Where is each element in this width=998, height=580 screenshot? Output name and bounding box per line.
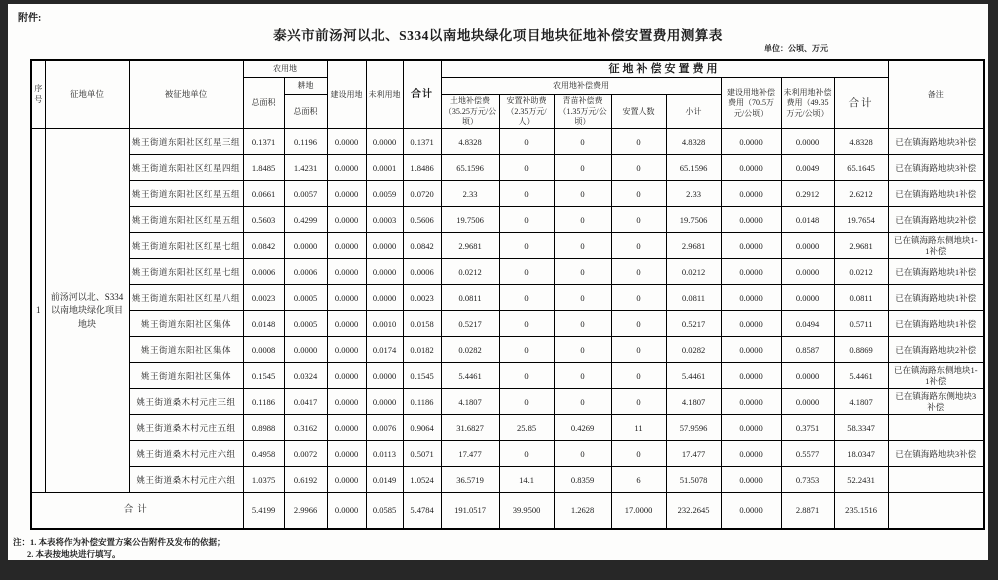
value-cell: 0.8587 bbox=[781, 337, 834, 363]
header-seq: 序号 bbox=[31, 60, 45, 129]
header-farmland-total-area: 总面积 bbox=[243, 78, 284, 129]
value-cell: 58.3347 bbox=[834, 415, 888, 441]
value-cell: 2.33 bbox=[441, 181, 499, 207]
value-cell: 0.0006 bbox=[403, 259, 441, 285]
header-seedling-comp: 青苗补偿费（1.35万元/公顷） bbox=[554, 95, 611, 129]
value-cell: 0 bbox=[554, 233, 611, 259]
value-cell: 2.9681 bbox=[441, 233, 499, 259]
value-cell: 0.0006 bbox=[284, 259, 327, 285]
value-cell: 0 bbox=[611, 233, 666, 259]
total-value-cell: 5.4784 bbox=[403, 493, 441, 529]
value-cell: 0.0000 bbox=[327, 259, 366, 285]
table-row bbox=[31, 311, 984, 337]
value-cell: 0.0182 bbox=[403, 337, 441, 363]
value-cell: 5.4461 bbox=[834, 363, 888, 389]
remark-cell: 已在镇海路地块1补偿 bbox=[888, 285, 984, 311]
value-cell: 4.8328 bbox=[834, 129, 888, 155]
value-cell: 0.0282 bbox=[666, 337, 721, 363]
header-unused-comp: 未利用地补偿费用（49.35万元/公顷） bbox=[781, 78, 834, 129]
table-row bbox=[31, 415, 984, 441]
value-cell: 0 bbox=[554, 285, 611, 311]
value-cell: 57.9596 bbox=[666, 415, 721, 441]
value-cell: 2.9681 bbox=[666, 233, 721, 259]
value-cell: 0.5217 bbox=[666, 311, 721, 337]
remark-cell bbox=[888, 467, 984, 493]
total-value-cell: 0.0000 bbox=[721, 493, 781, 529]
value-cell: 1.0524 bbox=[403, 467, 441, 493]
value-cell: 0 bbox=[611, 285, 666, 311]
total-row bbox=[31, 493, 984, 529]
value-cell: 0.5711 bbox=[834, 311, 888, 337]
value-cell: 4.8328 bbox=[666, 129, 721, 155]
acquired-unit-cell: 姚王街道东阳社区集体 bbox=[129, 337, 243, 363]
value-cell: 0.3751 bbox=[781, 415, 834, 441]
value-cell: 0.0001 bbox=[366, 155, 403, 181]
acquired-unit-cell: 姚王街道桑木村元庄六组 bbox=[129, 441, 243, 467]
value-cell: 19.7654 bbox=[834, 207, 888, 233]
total-value-cell: 2.9966 bbox=[284, 493, 327, 529]
value-cell: 0 bbox=[499, 363, 554, 389]
value-cell: 0 bbox=[499, 259, 554, 285]
table-row bbox=[31, 207, 984, 233]
value-cell: 0.7353 bbox=[781, 467, 834, 493]
value-cell: 0.4269 bbox=[554, 415, 611, 441]
value-cell: 0 bbox=[499, 207, 554, 233]
value-cell: 0 bbox=[499, 389, 554, 415]
value-cell: 0 bbox=[611, 129, 666, 155]
header-comp-total: 合计 bbox=[834, 78, 888, 129]
acquired-unit-cell: 姚王街道东阳社区红星五组 bbox=[129, 181, 243, 207]
header-resettle-subsidy: 安置补助费（2.35万元/人） bbox=[499, 95, 554, 129]
value-cell: 0.0072 bbox=[284, 441, 327, 467]
table-row bbox=[31, 181, 984, 207]
header-resettle-people: 安置人数 bbox=[611, 95, 666, 129]
value-cell: 0 bbox=[499, 337, 554, 363]
value-cell: 0.0005 bbox=[284, 285, 327, 311]
value-cell: 0.0000 bbox=[721, 155, 781, 181]
acquired-unit-cell: 姚王街道东阳社区集体 bbox=[129, 363, 243, 389]
value-cell: 25.85 bbox=[499, 415, 554, 441]
value-cell: 6 bbox=[611, 467, 666, 493]
acquired-unit-cell: 姚王街道东阳社区集体 bbox=[129, 311, 243, 337]
table-row bbox=[31, 129, 984, 155]
value-cell: 0 bbox=[499, 441, 554, 467]
value-cell: 0.5217 bbox=[441, 311, 499, 337]
value-cell: 0.0000 bbox=[781, 129, 834, 155]
value-cell: 0 bbox=[611, 363, 666, 389]
total-value-cell: 0.0585 bbox=[366, 493, 403, 529]
value-cell: 0.0212 bbox=[441, 259, 499, 285]
value-cell: 0.0023 bbox=[243, 285, 284, 311]
value-cell: 0.8869 bbox=[834, 337, 888, 363]
value-cell: 0 bbox=[611, 259, 666, 285]
value-cell: 0 bbox=[554, 129, 611, 155]
value-cell: 0.0000 bbox=[721, 363, 781, 389]
value-cell: 0.0811 bbox=[666, 285, 721, 311]
table-row bbox=[31, 233, 984, 259]
total-label: 合计 bbox=[31, 493, 243, 529]
remark-cell: 已在镇海路地块3补偿 bbox=[888, 441, 984, 467]
value-cell: 0.9064 bbox=[403, 415, 441, 441]
value-cell: 1.8486 bbox=[403, 155, 441, 181]
value-cell: 0 bbox=[611, 389, 666, 415]
total-value-cell: 5.4199 bbox=[243, 493, 284, 529]
value-cell: 0.0000 bbox=[721, 233, 781, 259]
unit-note: 单位：公顷、万元 bbox=[764, 44, 828, 53]
remark-cell: 已在镇海路地块3补偿 bbox=[888, 129, 984, 155]
value-cell: 0.0000 bbox=[327, 337, 366, 363]
value-cell: 0.8988 bbox=[243, 415, 284, 441]
value-cell: 0.0006 bbox=[243, 259, 284, 285]
value-cell: 0.0000 bbox=[284, 337, 327, 363]
value-cell: 0.8359 bbox=[554, 467, 611, 493]
value-cell: 2.6212 bbox=[834, 181, 888, 207]
value-cell: 0.0000 bbox=[366, 233, 403, 259]
total-value-cell: 0.0000 bbox=[327, 493, 366, 529]
value-cell: 0.0005 bbox=[284, 311, 327, 337]
value-cell: 65.1596 bbox=[666, 155, 721, 181]
value-cell: 1.4231 bbox=[284, 155, 327, 181]
value-cell: 0.0059 bbox=[366, 181, 403, 207]
value-cell: 0.0000 bbox=[721, 441, 781, 467]
value-cell: 0.0000 bbox=[327, 155, 366, 181]
value-cell: 0.0811 bbox=[441, 285, 499, 311]
acquired-unit-cell: 姚王街道桑木村元庄五组 bbox=[129, 415, 243, 441]
page-title: 泰兴市前汤河以北、S334以南地块绿化项目地块征地补偿安置费用测算表 bbox=[273, 28, 723, 43]
value-cell: 19.7506 bbox=[666, 207, 721, 233]
value-cell: 17.477 bbox=[666, 441, 721, 467]
remark-cell: 已在镇海路地块2补偿 bbox=[888, 337, 984, 363]
header-cultivated-total-area: 总面积 bbox=[284, 95, 327, 129]
value-cell: 0 bbox=[611, 207, 666, 233]
total-value-cell: 191.0517 bbox=[441, 493, 499, 529]
acquired-unit-cell: 姚王街道东阳社区红星七组 bbox=[129, 259, 243, 285]
header-construction-comp: 建设用地补偿费用（70.5万元/公顷） bbox=[721, 78, 781, 129]
note-line-2: 2. 本表按地块进行填写。 bbox=[27, 549, 121, 559]
value-cell: 0 bbox=[611, 311, 666, 337]
value-cell: 0.4299 bbox=[284, 207, 327, 233]
value-cell: 0.0842 bbox=[243, 233, 284, 259]
value-cell: 0.0000 bbox=[366, 389, 403, 415]
value-cell: 0.0324 bbox=[284, 363, 327, 389]
header-row-1 bbox=[31, 60, 984, 78]
acquired-unit-cell: 姚王街道桑木村元庄三组 bbox=[129, 389, 243, 415]
value-cell: 36.5719 bbox=[441, 467, 499, 493]
compensation-table bbox=[30, 59, 985, 530]
value-cell: 0.0000 bbox=[366, 285, 403, 311]
remark-cell: 已在镇海路地块2补偿 bbox=[888, 207, 984, 233]
value-cell: 0 bbox=[554, 207, 611, 233]
total-value-cell: 232.2645 bbox=[666, 493, 721, 529]
value-cell: 0.0149 bbox=[366, 467, 403, 493]
value-cell: 0.0000 bbox=[366, 259, 403, 285]
attachment-label: 附件: bbox=[18, 13, 42, 24]
value-cell: 5.4461 bbox=[441, 363, 499, 389]
value-cell: 0.0000 bbox=[721, 311, 781, 337]
value-cell: 0.0000 bbox=[721, 389, 781, 415]
header-farmland: 农用地 bbox=[243, 60, 327, 78]
table-row bbox=[31, 155, 984, 181]
value-cell: 0.0000 bbox=[327, 181, 366, 207]
table-row bbox=[31, 285, 984, 311]
value-cell: 1.0375 bbox=[243, 467, 284, 493]
value-cell: 0.0008 bbox=[243, 337, 284, 363]
value-cell: 0 bbox=[499, 155, 554, 181]
value-cell: 4.8328 bbox=[441, 129, 499, 155]
value-cell: 65.1645 bbox=[834, 155, 888, 181]
remark-cell: 已在镇海路东侧地块1-1补偿 bbox=[888, 233, 984, 259]
value-cell: 0.0000 bbox=[781, 233, 834, 259]
value-cell: 0.0049 bbox=[781, 155, 834, 181]
value-cell: 0.0000 bbox=[781, 363, 834, 389]
header-area-total: 合计 bbox=[403, 60, 441, 129]
value-cell: 4.1807 bbox=[441, 389, 499, 415]
note-line-1: 注：1. 本表将作为补偿安置方案公告附件及发布的依据； bbox=[13, 537, 226, 547]
value-cell: 0.4958 bbox=[243, 441, 284, 467]
value-cell: 0.0720 bbox=[403, 181, 441, 207]
value-cell: 0.0000 bbox=[327, 129, 366, 155]
value-cell: 0.0000 bbox=[721, 259, 781, 285]
value-cell: 0.0842 bbox=[403, 233, 441, 259]
value-cell: 0.0000 bbox=[366, 363, 403, 389]
value-cell: 0 bbox=[499, 181, 554, 207]
value-cell: 0 bbox=[499, 233, 554, 259]
value-cell: 0.0003 bbox=[366, 207, 403, 233]
table-row bbox=[31, 441, 984, 467]
value-cell: 5.4461 bbox=[666, 363, 721, 389]
document-page bbox=[8, 4, 988, 560]
header-acquired-unit: 被征地单位 bbox=[129, 60, 243, 129]
remark-cell bbox=[888, 493, 984, 529]
total-value-cell: 39.9500 bbox=[499, 493, 554, 529]
table-row bbox=[31, 467, 984, 493]
value-cell: 0.5606 bbox=[403, 207, 441, 233]
acquired-unit-cell: 姚王街道东阳社区红星八组 bbox=[129, 285, 243, 311]
value-cell: 51.5078 bbox=[666, 467, 721, 493]
value-cell: 0.1371 bbox=[403, 129, 441, 155]
total-value-cell: 2.8871 bbox=[781, 493, 834, 529]
remark-cell: 已在镇海路东侧地块1-1补偿 bbox=[888, 363, 984, 389]
value-cell: 0.0000 bbox=[327, 389, 366, 415]
value-cell: 0.0000 bbox=[721, 337, 781, 363]
value-cell: 0.0010 bbox=[366, 311, 403, 337]
header-acquiring-unit: 征地单位 bbox=[45, 60, 129, 129]
value-cell: 4.1807 bbox=[834, 389, 888, 415]
remark-cell: 已在镇海路东侧地块3补偿 bbox=[888, 389, 984, 415]
value-cell: 4.1807 bbox=[666, 389, 721, 415]
value-cell: 0.0023 bbox=[403, 285, 441, 311]
remark-cell: 已在镇海路地块3补偿 bbox=[888, 155, 984, 181]
value-cell: 0.0148 bbox=[781, 207, 834, 233]
header-construction-land: 建设用地 bbox=[327, 60, 366, 129]
value-cell: 52.2431 bbox=[834, 467, 888, 493]
value-cell: 0.0000 bbox=[366, 129, 403, 155]
value-cell: 0.2912 bbox=[781, 181, 834, 207]
remark-cell bbox=[888, 415, 984, 441]
value-cell: 0 bbox=[499, 285, 554, 311]
value-cell: 0 bbox=[499, 311, 554, 337]
header-land-comp: 土地补偿费（35.25万元/公顷） bbox=[441, 95, 499, 129]
table-row bbox=[31, 337, 984, 363]
value-cell: 0.0000 bbox=[721, 285, 781, 311]
value-cell: 0.5577 bbox=[781, 441, 834, 467]
value-cell: 0 bbox=[554, 259, 611, 285]
value-cell: 0.0113 bbox=[366, 441, 403, 467]
value-cell: 0 bbox=[611, 337, 666, 363]
value-cell: 11 bbox=[611, 415, 666, 441]
value-cell: 0 bbox=[554, 155, 611, 181]
seq-value: 1 bbox=[31, 129, 45, 493]
header-farmland-comp: 农用地补偿费用 bbox=[441, 78, 721, 95]
value-cell: 0.0811 bbox=[834, 285, 888, 311]
value-cell: 0.1545 bbox=[403, 363, 441, 389]
value-cell: 14.1 bbox=[499, 467, 554, 493]
value-cell: 0.0000 bbox=[721, 467, 781, 493]
value-cell: 19.7506 bbox=[441, 207, 499, 233]
value-cell: 0 bbox=[554, 363, 611, 389]
value-cell: 0.0000 bbox=[721, 129, 781, 155]
value-cell: 1.8485 bbox=[243, 155, 284, 181]
table-row bbox=[31, 363, 984, 389]
value-cell: 18.0347 bbox=[834, 441, 888, 467]
value-cell: 0.0000 bbox=[327, 441, 366, 467]
value-cell: 0.1545 bbox=[243, 363, 284, 389]
value-cell: 0 bbox=[554, 181, 611, 207]
value-cell: 0.0000 bbox=[327, 285, 366, 311]
value-cell: 0 bbox=[611, 155, 666, 181]
table-row bbox=[31, 389, 984, 415]
value-cell: 0 bbox=[611, 441, 666, 467]
value-cell: 0.0000 bbox=[327, 363, 366, 389]
value-cell: 31.6827 bbox=[441, 415, 499, 441]
value-cell: 0.0174 bbox=[366, 337, 403, 363]
value-cell: 0.0000 bbox=[781, 285, 834, 311]
value-cell: 2.9681 bbox=[834, 233, 888, 259]
value-cell: 0.3162 bbox=[284, 415, 327, 441]
header-subtotal: 小计 bbox=[666, 95, 721, 129]
value-cell: 65.1596 bbox=[441, 155, 499, 181]
value-cell: 0.6192 bbox=[284, 467, 327, 493]
acquired-unit-cell: 姚王街道东阳社区红星四组 bbox=[129, 155, 243, 181]
acquiring-unit-value: 前汤河以北、S334以南地块绿化项目地块 bbox=[45, 129, 129, 493]
acquired-unit-cell: 姚王街道东阳社区红星五组 bbox=[129, 207, 243, 233]
value-cell: 0.5603 bbox=[243, 207, 284, 233]
value-cell: 0.0158 bbox=[403, 311, 441, 337]
value-cell: 0.0000 bbox=[721, 181, 781, 207]
acquired-unit-cell: 姚王街道东阳社区红星七组 bbox=[129, 233, 243, 259]
value-cell: 17.477 bbox=[441, 441, 499, 467]
value-cell: 0.0000 bbox=[327, 311, 366, 337]
acquired-unit-cell: 姚王街道桑木村元庄六组 bbox=[129, 467, 243, 493]
value-cell: 0.0494 bbox=[781, 311, 834, 337]
value-cell: 0.1196 bbox=[284, 129, 327, 155]
header-remark: 备注 bbox=[888, 60, 984, 129]
header-compensation-banner: 征地补偿安置费用 bbox=[441, 60, 888, 78]
value-cell: 0 bbox=[499, 129, 554, 155]
value-cell: 0.1186 bbox=[403, 389, 441, 415]
value-cell: 0.0000 bbox=[721, 415, 781, 441]
value-cell: 0.0000 bbox=[327, 467, 366, 493]
header-cultivated: 耕地 bbox=[284, 78, 327, 95]
value-cell: 0.0000 bbox=[327, 233, 366, 259]
value-cell: 0 bbox=[554, 441, 611, 467]
value-cell: 0.0661 bbox=[243, 181, 284, 207]
acquired-unit-cell: 姚王街道东阳社区红星三组 bbox=[129, 129, 243, 155]
total-value-cell: 1.2628 bbox=[554, 493, 611, 529]
value-cell: 0.0212 bbox=[834, 259, 888, 285]
value-cell: 0.0000 bbox=[781, 389, 834, 415]
value-cell: 0.1371 bbox=[243, 129, 284, 155]
remark-cell: 已在镇海路地块1补偿 bbox=[888, 311, 984, 337]
value-cell: 0 bbox=[611, 181, 666, 207]
value-cell: 2.33 bbox=[666, 181, 721, 207]
value-cell: 0.0076 bbox=[366, 415, 403, 441]
remark-cell: 已在镇海路地块1补偿 bbox=[888, 181, 984, 207]
value-cell: 0.0000 bbox=[327, 415, 366, 441]
total-value-cell: 235.1516 bbox=[834, 493, 888, 529]
value-cell: 0.1186 bbox=[243, 389, 284, 415]
footnotes bbox=[13, 536, 226, 560]
value-cell: 0.5071 bbox=[403, 441, 441, 467]
value-cell: 0.0282 bbox=[441, 337, 499, 363]
table-body bbox=[31, 129, 984, 529]
total-value-cell: 17.0000 bbox=[611, 493, 666, 529]
value-cell: 0.0000 bbox=[327, 207, 366, 233]
value-cell: 0.0000 bbox=[284, 233, 327, 259]
value-cell: 0.0000 bbox=[781, 259, 834, 285]
value-cell: 0.0148 bbox=[243, 311, 284, 337]
remark-cell: 已在镇海路地块1补偿 bbox=[888, 259, 984, 285]
value-cell: 0 bbox=[554, 389, 611, 415]
header-unused-land: 未利用地 bbox=[366, 60, 403, 129]
value-cell: 0 bbox=[554, 311, 611, 337]
value-cell: 0.0057 bbox=[284, 181, 327, 207]
table-row bbox=[31, 259, 984, 285]
value-cell: 0.0000 bbox=[721, 207, 781, 233]
value-cell: 0 bbox=[554, 337, 611, 363]
value-cell: 0.0212 bbox=[666, 259, 721, 285]
value-cell: 0.0417 bbox=[284, 389, 327, 415]
